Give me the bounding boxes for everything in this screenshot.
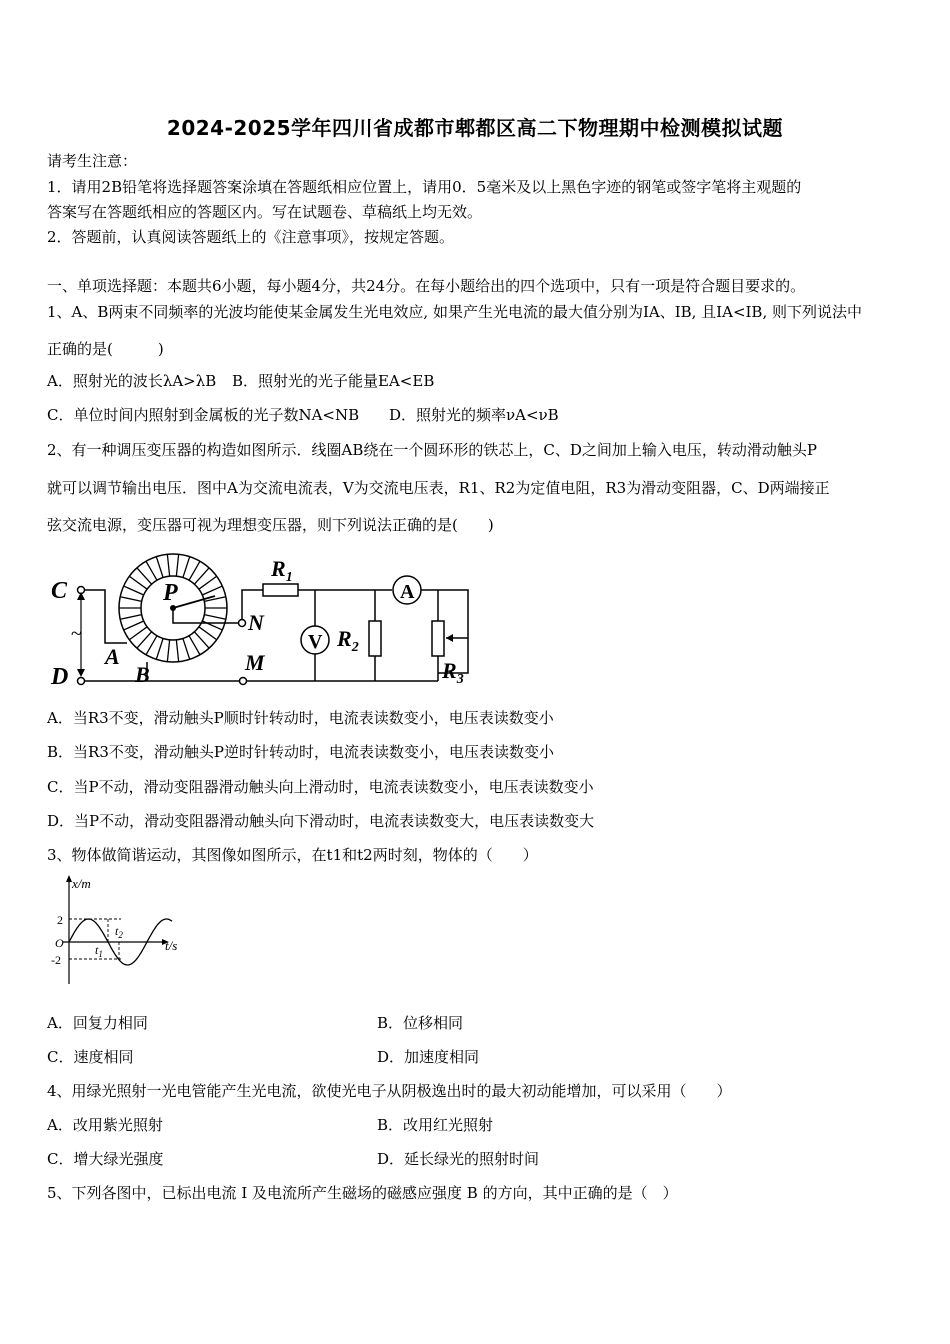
q5-stem: 5、下列各图中，已标出电流 I 及电流所产生磁场的磁感应强度 B 的方向，其中正确的是（ ） — [47, 1184, 678, 1202]
voltmeter-label: V — [308, 631, 323, 653]
label-D: D — [51, 664, 69, 690]
q4-option-b: B．改用红光照射 — [377, 1116, 494, 1134]
q4-option-c: C．增大绿光强度 — [47, 1150, 164, 1168]
label-R3: $R_3$ — [442, 658, 464, 687]
label-C: C — [51, 578, 68, 604]
q4-stem: 4、用绿光照射一光电管能产生光电流，欲使光电子从阴极逸出时的最大初动能增加，可以采用（ ） — [47, 1082, 732, 1100]
resistor-R3 — [432, 621, 444, 656]
q1-option-d: D．照射光的频率νA<νB — [389, 406, 559, 424]
q3-option-b: B．位移相同 — [377, 1014, 464, 1032]
ammeter-label: A — [400, 581, 415, 603]
y-axis-label: x/m — [72, 876, 91, 891]
label-A: A — [105, 644, 120, 669]
q2-stem-c: 弦交流电源，变压器可视为理想变压器，则下列说法正确的是( ) — [47, 516, 494, 534]
notice-item-2: 2．答题前，认真阅读答题纸上的《注意事项》，按规定答题。 — [47, 228, 455, 246]
label-P: P — [163, 580, 178, 606]
q2-option-b: B．当R3不变，滑动触头P逆时针转动时，电流表读数变小，电压表读数变小 — [47, 743, 554, 761]
notice-item-1b: 答案写在答题纸相应的答题区内。写在试题卷、草稿纸上均无效。 — [47, 203, 483, 221]
t2-label: $t_2$ — [115, 924, 123, 940]
label-R1: $R_1$ — [271, 556, 293, 585]
q3-option-d: D．加速度相同 — [377, 1048, 480, 1066]
terminal-D — [78, 678, 85, 685]
notice-heading: 请考生注意： — [47, 152, 138, 170]
resistor-R1 — [263, 584, 298, 596]
q1-option-a: A．照射光的波长λA>λB — [47, 372, 217, 390]
q1-stem-b: 正确的是( ) — [47, 340, 164, 358]
arrow-head-down — [77, 669, 85, 677]
terminal-N — [239, 620, 246, 627]
origin-label: O — [55, 936, 64, 950]
shm-graph — [45, 872, 195, 990]
q2-stem-b: 就可以调节输出电压．图中A为交流电流表，V为交流电压表，R1、R2为定值电阻，R3为滑动变阻器，C、D两端接正 — [47, 479, 830, 497]
label-M: M — [245, 650, 265, 675]
q4-option-a: A．改用紫光照射 — [47, 1116, 163, 1134]
page-title: 2024-2025学年四川省成都市郫都区高二下物理期中检测模拟试题 — [166, 116, 784, 140]
q2-option-a: A．当R3不变，滑动触头P顺时针转动时，电流表读数变小，电压表读数变小 — [47, 709, 554, 727]
q3-stem: 3、物体做简谐运动，其图像如图所示，在t1和t2两时刻，物体的（ ） — [47, 846, 538, 864]
arrow-head-up — [77, 592, 85, 600]
transformer-circuit-diagram — [45, 548, 485, 693]
q3-option-c: C．速度相同 — [47, 1048, 134, 1066]
R3-slider-arrow — [446, 634, 453, 642]
label-N: N — [248, 610, 264, 635]
terminal-M — [240, 678, 247, 685]
y-tick-neg: -2 — [51, 953, 61, 967]
q1-option-b: B．照射光的光子能量EA<EB — [232, 372, 435, 390]
label-R2: $R_2$ — [337, 626, 359, 655]
q1-stem-a: 1、A、B两束不同频率的光波均能使某金属发生光电效应, 如果产生光电流的最大值分别为IA、IB, 且IA<IB, 则下列说法中 — [47, 303, 862, 321]
t1-label: $t_1$ — [95, 943, 103, 959]
y-tick-pos: 2 — [57, 913, 63, 927]
q3-option-a: A．回复力相同 — [47, 1014, 148, 1032]
ac-symbol: ~ — [71, 623, 82, 645]
q2-stem-a: 2、有一种调压变压器的构造如图所示．线圈AB绕在一个圆环形的铁芯上，C、D之间加上输入电压，转动滑动触头P — [47, 441, 818, 459]
section-heading: 一、单项选择题：本题共6小题，每小题4分，共24分。在每小题给出的四个选项中，只有一项是符合题目要求的。 — [47, 277, 806, 295]
q1-option-c: C．单位时间内照射到金属板的光子数NA<NB — [47, 406, 360, 424]
q2-option-c: C．当P不动，滑动变阻器滑动触头向上滑动时，电流表读数变小，电压表读数变小 — [47, 778, 594, 796]
label-B: B — [135, 662, 150, 687]
q4-option-d: D．延长绿光的照射时间 — [377, 1150, 540, 1168]
x-axis-label: t/s — [165, 938, 178, 953]
notice-item-1a: 1．请用2B铅笔将选择题答案涂填在答题纸相应位置上，请用0．5毫米及以上黑色字迹的钢笔或签字笔将主观题的 — [47, 178, 802, 196]
resistor-R2 — [369, 621, 381, 656]
q2-option-d: D．当P不动，滑动变阻器滑动触头向下滑动时，电流表读数变大，电压表读数变大 — [47, 812, 595, 830]
